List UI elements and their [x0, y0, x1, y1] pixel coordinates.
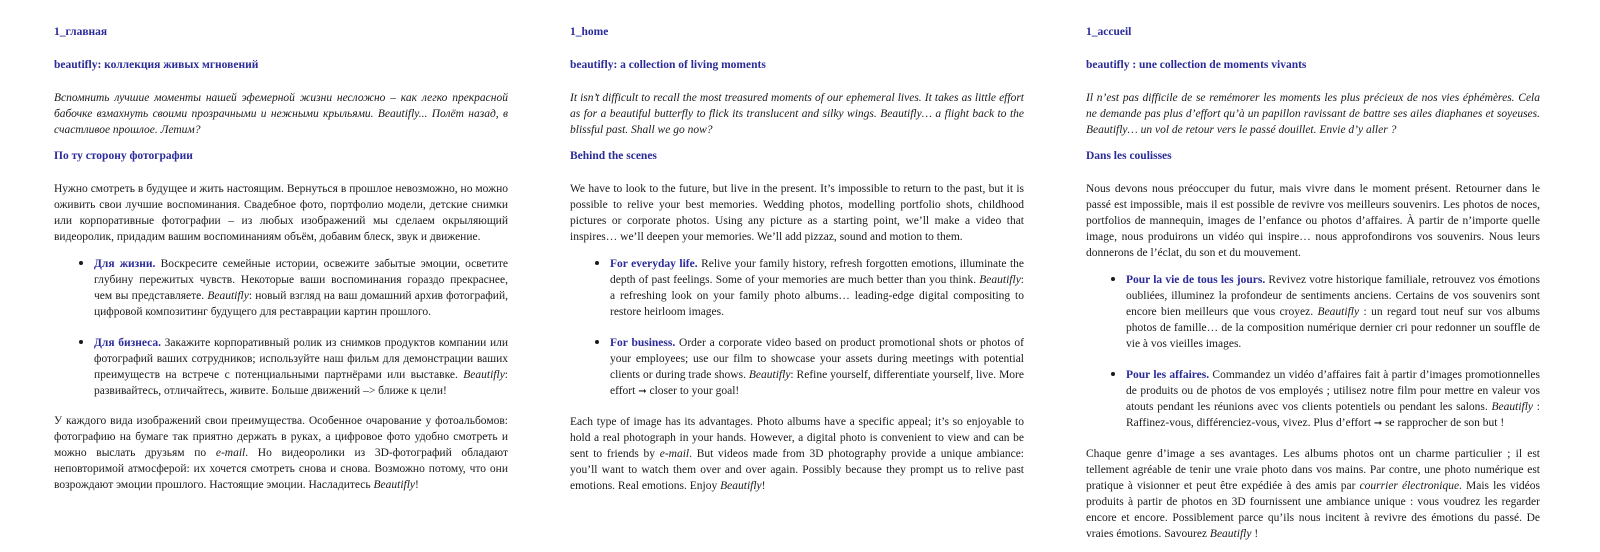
list-item-text: : развивайтесь, отличайтесь, живите. Больше движений –> ближе к цели!: [94, 369, 508, 397]
brand-name: Beautifly: [748, 369, 791, 381]
list-item-title: Pour les affaires.: [1126, 369, 1210, 381]
page-title: beautifly: коллекция живых мгновений: [54, 59, 259, 71]
closing-text: Chaque genre d’image a ses avantages. Les albums photos ont un charme particulier ; il est tellement agréable de tenir une vraie photo dans vos mains. Par contre, une photo numérique est pratique à visionner et peut être expédiée à des amis par: [1086, 448, 1540, 492]
closing-text: . Mais les vidéos produits à partir de photos en 3D fournissent une ambiance unique : vous voudrez les regarder encore et encore. Possiblement parce qu’ils nous incitent à revivre des émotions du passé. De vraies émotions. Savourez: [1086, 480, 1540, 540]
list-item-text: : un regard tout neuf sur vos albums photos de famille… de la composition numérique dernier cri pour redonner un souffle de vie à vos vieilles images.: [1126, 306, 1540, 350]
list-item-text: closer to your goal!: [646, 385, 740, 397]
list-item-business: [94, 334, 508, 399]
list-item-title: For everyday life.: [610, 258, 698, 270]
closing-paragraph: [570, 414, 1024, 494]
list-item-business: [610, 334, 1024, 400]
list-item-text: : a refreshing look on your family photo albums… leading-edge digital compositing to restore heirloom images.: [610, 274, 1024, 318]
list-item-title: Для бизнеса.: [94, 337, 161, 349]
list-item-title: Для жизни.: [94, 258, 156, 270]
list-item-text: : Raffinez-vous, différenciez-vous, vivez. Plus d’effort: [1126, 401, 1540, 429]
list-item-life: [94, 255, 508, 320]
column-french: [1086, 20, 1540, 552]
closing-text: . Но видеоролики из 3D-фотографий обладают неповторимой атмосферой: их хочется смотреть снова и снова. Возможно потому, что они возрождают эмоции прошлого. Настоящие эмоции. Насладитесь: [54, 447, 508, 491]
closing-paragraph: [1086, 446, 1540, 542]
feature-list: [570, 255, 1024, 400]
brand-name: Beautifly: [720, 480, 762, 492]
list-item-text: Закажите корпоративный ролик из снимков продуктов компании или фотографий ваших сотрудников; используйте наш фильм для демонстрации ваших преимуществ на встрече с потенциальными партнёрами или выставке.: [94, 337, 508, 381]
list-item-text: : новый взгляд на ваш домашний архив фотографий, цифровой композитинг будущего для реставрации картин прошлого.: [94, 290, 508, 318]
page-title: beautifly : une collection de moments vivants: [1086, 59, 1307, 71]
list-item-text: Relive your family history, refresh forgotten emotions, illuminate the depth of past feelings. Some of your memories are much better than you think.: [610, 258, 1024, 286]
closing-text: Each type of image has its advantages. Photo albums have a specific appeal; it’s so enjoyable to hold a real photograph in your hands. However, a digital photo is convenient to view and can be sent to friends by: [570, 416, 1024, 460]
body-paragraph: Нужно смотреть в будущее и жить настоящим. Вернуться в прошлое невозможно, но можно оживить свои лучшие воспоминания. Свадебное фото, портфолио модели, детские снимки или корпоративные фотографии – из любых изображений мы сделаем окрыляющий видеоролик, придадим вашим воспоминаниям объём, добавим блеск, звук и движение.: [54, 183, 508, 243]
column-english: [570, 20, 1024, 504]
list-item-text: Order a corporate video based on product promotional shots or photos of your employees; use our film to showcase your assets during meetings with potential clients or during trade shows.: [610, 337, 1024, 381]
column-russian: [54, 20, 508, 503]
brand-name: Beautifly: [1317, 306, 1360, 318]
closing-text: !: [761, 480, 766, 492]
brand-name: Beautifly: [1491, 401, 1534, 413]
arrow-icon: ➞: [1373, 418, 1383, 429]
intro-paragraph: It isn’t difficult to recall the most treasured moments of our ephemeral lives. It takes as little effort as for a beautiful butterfly to flick its translucent and silky wings. Beautifly… a flight back to the blissful past. Shall we go now?: [570, 92, 1024, 136]
email-term: courrier électronique: [1359, 480, 1460, 492]
brand-name: Beautifly: [463, 369, 505, 381]
page-id: 1_главная: [54, 26, 108, 38]
intro-paragraph: Il n’est pas difficile de se remémorer les moments les plus précieux de nos vies éphémères. Cela ne demande pas plus d’effort qu’à un papillon ravissant de battre ses ailes diaphanes et soyeuses. Beautifly… un vol de retour vers le passé douillet. Envie d’y aller ?: [1086, 92, 1540, 136]
email-term: e-mail: [659, 448, 690, 460]
list-item-title: For business.: [610, 337, 676, 349]
closing-text: У каждого вида изображений свои преимущества. Особенное очарование у фотоальбомов: фотографию на бумаге так приятно держать в руках, а цифровое фото удобно смотреть и можно выслать друзьям по: [54, 415, 508, 459]
arrow-icon: ➞: [638, 386, 647, 397]
list-item-title: Pour la vie de tous les jours.: [1126, 274, 1266, 286]
page-title: beautifly: a collection of living moments: [570, 59, 766, 71]
section-title: По ту сторону фотографии: [54, 150, 193, 162]
list-item-business: [1126, 366, 1540, 432]
brand-name: Beautifly: [1209, 528, 1252, 540]
brand-name: Beautifly: [979, 274, 1021, 286]
page-id: 1_home: [570, 26, 609, 38]
list-item-text: : Refine yourself, differentiate yourself, live. More effort: [610, 369, 1024, 397]
feature-list: [54, 255, 508, 399]
list-item-text: Воскресите семейные истории, освежите забытые эмоции, осветите глубину пережитых чувств. Некоторые ваши воспоминания гораздо прекраснее, чем вы представляете.: [94, 258, 508, 302]
list-item-life: [1126, 271, 1540, 352]
closing-paragraph: [54, 413, 508, 493]
body-paragraph: Nous devons nous préoccuper du futur, mais vivre dans le moment présent. Retourner dans le passé est impossible, mais il est possible de revivre vos meilleurs souvenirs. Les photos de noces, portfolios de mannequin, images de l’enfance ou photos d’affaires. À partir de n’importe quelle image, nous produirons un vidéo qui inspire… nous approfondirons vos souvenirs. Nous leurs donnerons de l’éclat, du son et du mouvement.: [1086, 183, 1540, 259]
section-title: Dans les coulisses: [1086, 150, 1172, 162]
section-title: Behind the scenes: [570, 150, 657, 162]
body-paragraph: We have to look to the future, but live in the present. It’s impossible to return to the past, but it is possible to relive your best memories. Wedding photos, modelling portfolio shots, childhood pictures or corporate photos. Using any picture as a starting point, we’ll make a video that inspires… we’ll deepen your memories. We’ll add pizzaz, sound and motion to them.: [570, 183, 1024, 243]
intro-paragraph: Вспомнить лучшие моменты нашей эфемерной жизни несложно – как легко прекрасной бабочке взмахнуть своими прозрачными и нежными крыльями. Beautifly... Полёт назад, в счастливое прошлое. Летим?: [54, 92, 508, 136]
list-item-text: Revivez votre historique familiale, retrouvez vos émotions oubliées, illuminez la profondeur de sentiments anciens. Certains de vos souvenirs sont encore bien meilleurs que vous croyez.: [1126, 274, 1541, 318]
feature-list: [1086, 271, 1540, 432]
list-item-life: [610, 255, 1024, 320]
list-item-text: se rapprocher de son but !: [1382, 417, 1505, 429]
list-item-text: Commandez un vidéo d’affaires fait à partir d’images promotionnelles de produits ou de photos de vos employés ; utilisez notre film pour mettre en valeur vos atouts pendant les réunions avec vos clients potentiels ou pendant les salons.: [1126, 369, 1541, 413]
closing-text: !: [415, 479, 419, 491]
brand-name: Beautifly: [207, 290, 249, 302]
brand-name: Beautifly: [373, 479, 416, 491]
closing-text: . But videos made from 3D photography provide a unique ambiance: you’ll want to watch them over and over again. Possibly because they prompt us to relive past emotions. Real emotions. Enjoy: [570, 448, 1024, 492]
closing-text: !: [1251, 528, 1259, 540]
email-term: e-mail: [215, 447, 246, 459]
page-id: 1_accueil: [1086, 26, 1132, 38]
